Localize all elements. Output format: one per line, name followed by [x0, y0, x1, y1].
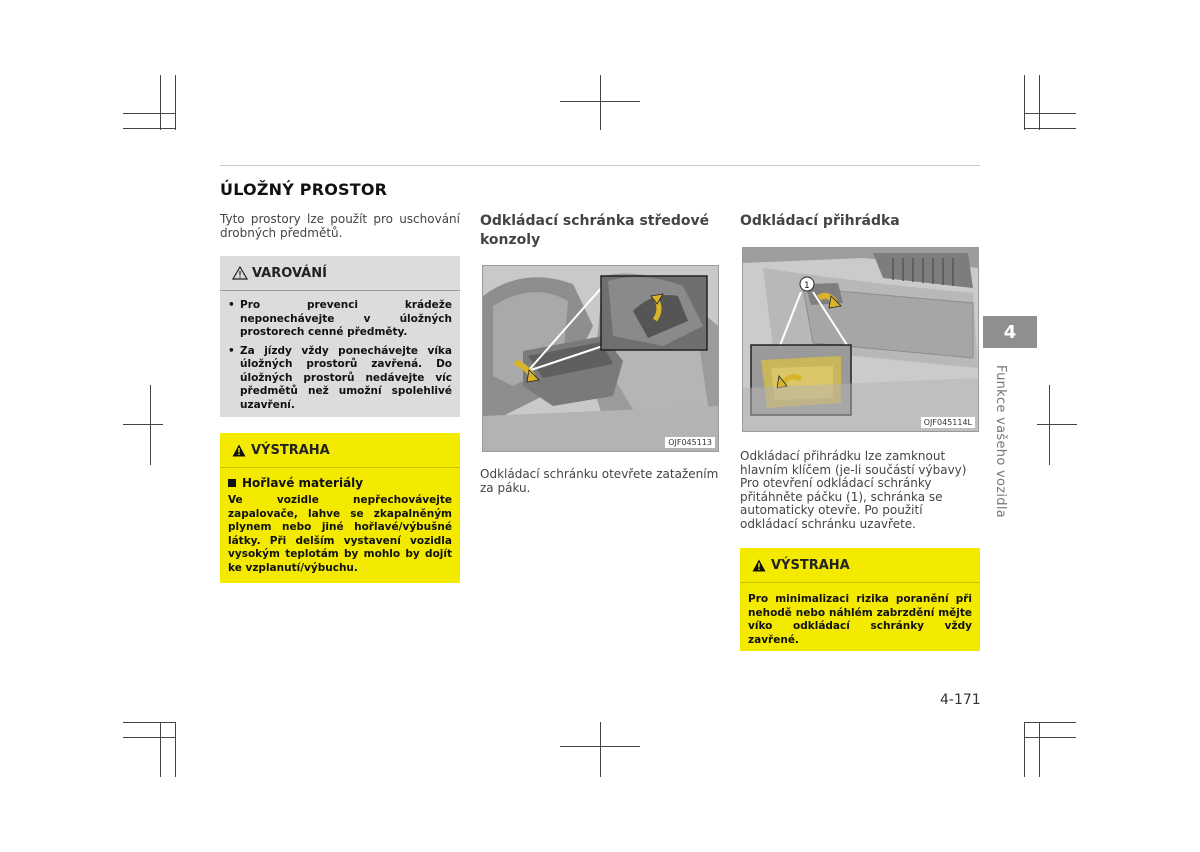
warning-outline-icon	[232, 266, 248, 280]
list-item: • Za jízdy vždy ponechávejte víka úložných prostorů zavřená. Do úložných prostorů nedávejte víc předmětů než umožní spolehlivé uzavření.	[228, 345, 452, 413]
glovebox-text: Odkládací přihrádku lze zamknout hlavním klíčem (je-li součástí výbavy) Pro otevření odkládací schránky přitáhněte páčku (1), schránka se automaticky otevře. Po použití odkládací schránku uzavřete.	[740, 449, 967, 531]
caution-divider	[220, 467, 460, 468]
warning-divider	[220, 290, 460, 291]
crop-mark	[160, 75, 161, 130]
crop-mark	[160, 722, 161, 777]
caution-subtitle	[228, 476, 452, 490]
crop-mark	[1024, 128, 1076, 129]
crop-mark	[1039, 75, 1040, 130]
crop-mark	[1024, 737, 1076, 738]
caution-title: VÝSTRAHA	[251, 442, 330, 458]
header-rule	[220, 165, 980, 166]
glovebox-heading: Odkládací přihrádka	[740, 213, 900, 229]
chapter-label: Funkce vašeho vozidla	[993, 365, 1008, 519]
caution-header	[232, 439, 460, 461]
registration-mark	[150, 385, 151, 465]
registration-mark	[600, 75, 601, 130]
square-bullet-icon	[228, 479, 236, 487]
glovebox-illustration	[743, 248, 978, 431]
page-number: 4-171	[940, 692, 981, 708]
warning-filled-icon	[752, 559, 766, 572]
section-title: ÚLOŽNÝ PROSTOR	[220, 180, 388, 199]
caution-text: Ve vozidle nepřechovávejte zapalovače, lahve se zkapalněným plynem nebo jiné hořlavé/výbušné látky. Při delším vystavení vozidla vysokým teplotám by mohlo by dojít ke vzplanutí/výbuchu.	[228, 494, 452, 574]
intro-text: Tyto prostory lze použít pro uschování drobných předmětů.	[220, 212, 460, 240]
crop-mark	[123, 128, 175, 129]
crop-mark	[175, 75, 176, 130]
warning-header	[232, 262, 460, 284]
console-text: Odkládací schránku otevřete zatažením za páku.	[480, 467, 719, 495]
caution-title: VÝSTRAHA	[771, 557, 850, 573]
caution-subtitle-text: Hořlavé materiály	[242, 476, 364, 490]
crop-mark	[123, 737, 175, 738]
crop-mark	[1024, 722, 1025, 777]
caution-box-glovebox	[740, 548, 980, 651]
caution-box-flammable	[220, 433, 460, 583]
crop-mark	[1039, 722, 1040, 777]
registration-mark	[123, 424, 163, 425]
registration-mark	[600, 722, 601, 777]
registration-mark	[1049, 385, 1050, 465]
callout-number: 1	[804, 281, 810, 291]
crop-mark	[1024, 722, 1076, 723]
crop-mark	[123, 722, 175, 723]
crop-mark	[1024, 75, 1025, 130]
console-figure	[482, 265, 719, 452]
warning-filled-icon	[232, 444, 246, 457]
caution-header	[752, 554, 980, 576]
chapter-tab: 4	[983, 316, 1037, 348]
warning-box	[220, 256, 460, 417]
console-illustration	[483, 266, 718, 451]
glovebox-figure	[742, 247, 979, 432]
registration-mark	[1037, 424, 1077, 425]
crop-mark	[1024, 113, 1076, 114]
list-item: • Pro prevenci krádeže neponechávejte v úložných prostorech cenné předměty.	[228, 299, 452, 340]
crop-mark	[175, 722, 176, 777]
figure-code: OJF045114L	[921, 417, 975, 428]
figure-code: OJF045113	[665, 437, 715, 448]
warning-title: VAROVÁNÍ	[252, 265, 327, 281]
caution-divider	[740, 582, 980, 583]
warning-list	[228, 299, 452, 412]
crop-mark	[123, 113, 175, 114]
caution-text: Pro minimalizaci rizika poranění při nehodě nebo náhlém zabrzdění mějte víko odkládací schránky vždy zavřené.	[748, 593, 972, 646]
console-heading: Odkládací schránka středové konzoly	[480, 213, 710, 248]
